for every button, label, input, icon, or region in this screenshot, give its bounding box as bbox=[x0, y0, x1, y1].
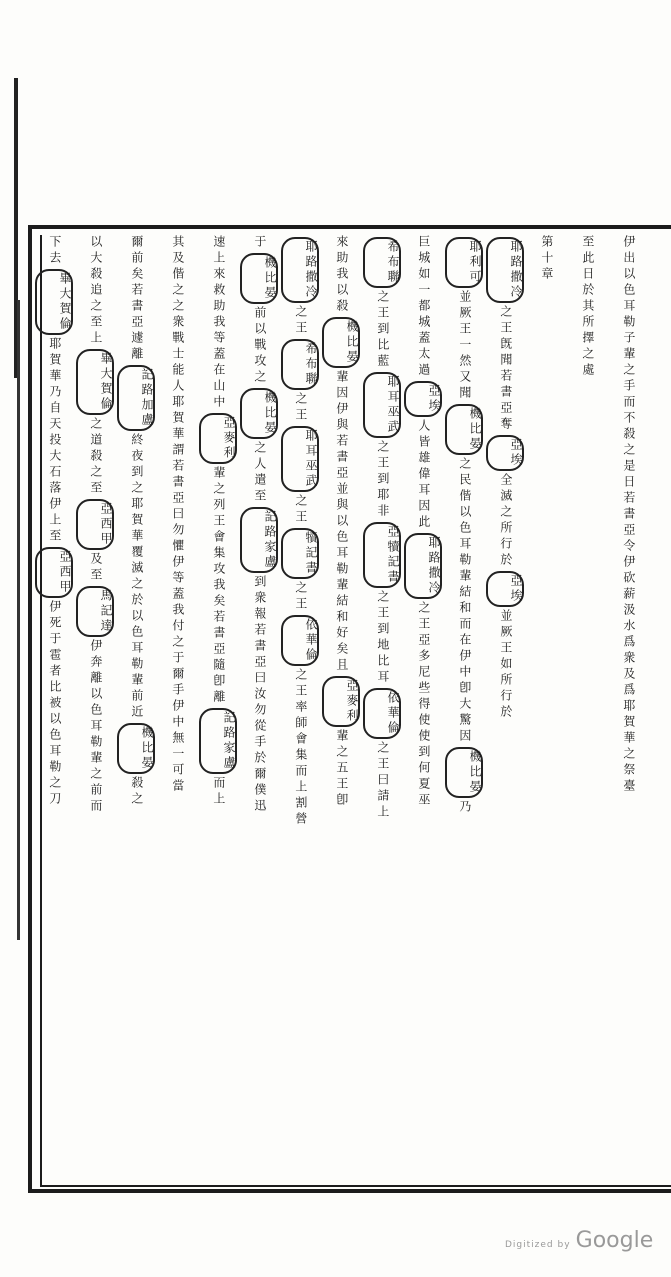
text-column bbox=[239, 235, 279, 1185]
text-run: 爾前矣若書亞遽離 bbox=[129, 235, 144, 363]
proper-name-marker: 亞麥利 bbox=[199, 413, 237, 464]
text-run: 來助我以殺 bbox=[334, 235, 349, 315]
text-run: 以大殺追之至上 bbox=[88, 235, 103, 347]
text-column bbox=[567, 235, 607, 1185]
text-run: 人皆雄偉耳因此 bbox=[416, 419, 431, 531]
proper-name-marker: 機比晏 bbox=[445, 747, 483, 798]
proper-name-marker: 機比晏 bbox=[240, 388, 278, 439]
proper-name-marker: 亞麥利 bbox=[322, 676, 360, 727]
text-run: 輩之列王會集攻我矣若書亞隨卽離 bbox=[211, 466, 226, 706]
proper-name-marker: 耶利可 bbox=[445, 237, 483, 288]
text-run: 之王 bbox=[293, 392, 308, 424]
proper-name-marker: 耶路撒冷 bbox=[404, 533, 442, 599]
chapter-heading-column bbox=[526, 235, 566, 1185]
proper-name-marker: 記路加盧 bbox=[117, 365, 155, 431]
proper-name-marker: 希布聯 bbox=[281, 339, 319, 390]
proper-name-marker: 依華倫 bbox=[281, 615, 319, 666]
text-column bbox=[157, 235, 197, 1185]
text-column bbox=[444, 235, 484, 1185]
text-run: 下去 bbox=[47, 235, 62, 267]
text-run: 輩因伊與若書亞並與以色耳勒輩結和好矣且 bbox=[334, 370, 349, 674]
text-run: 伊出以色耳勒子輩之手而不殺之是日若書亞令伊砍薪汲水爲衆及爲耶賀華之祭臺 bbox=[621, 235, 636, 795]
binding-line bbox=[17, 300, 20, 940]
text-run: 之王 bbox=[293, 581, 308, 613]
text-column bbox=[116, 235, 156, 1185]
text-run: 前以戰攻之 bbox=[252, 306, 267, 386]
text-column bbox=[403, 235, 443, 1185]
text-run: 速上來救助我等蓋在山中 bbox=[211, 235, 226, 411]
text-run: 伊死于雹者比被以色耳勒之刀 bbox=[47, 600, 62, 808]
proper-name-marker: 耶耳巫武 bbox=[363, 372, 401, 438]
text-run: 輩之五王卽 bbox=[334, 729, 349, 809]
text-run: 及至 bbox=[88, 552, 103, 584]
proper-name-marker: 耶路撒冷 bbox=[486, 237, 524, 303]
text-run: 之王到比藍 bbox=[375, 290, 390, 370]
proper-name-marker: 犢記書 bbox=[281, 528, 319, 579]
proper-name-marker: 亞西甲 bbox=[76, 499, 114, 550]
text-run: 殺之 bbox=[129, 776, 144, 808]
text-column bbox=[321, 235, 361, 1185]
text-run: 到衆報若書亞曰汝勿從手於爾僕迅 bbox=[252, 575, 267, 815]
text-run: 至此日於其所擇之處 bbox=[580, 235, 595, 379]
text-run: 之人遣至 bbox=[252, 441, 267, 505]
proper-name-marker: 依華倫 bbox=[363, 688, 401, 739]
proper-name-marker: 記路家盧 bbox=[199, 708, 237, 774]
text-run: 之王到耶非 bbox=[375, 440, 390, 520]
text-run: 之王到地比耳 bbox=[375, 590, 390, 686]
text-run: 耶賀華乃自天投大石落伊上至 bbox=[47, 337, 62, 545]
text-column bbox=[198, 235, 238, 1185]
text-run: 之王曰請上 bbox=[375, 741, 390, 821]
text-run: 全滅之所行於 bbox=[498, 473, 513, 569]
digitized-by-text: Digitized by bbox=[505, 1240, 571, 1250]
text-run: 伊奔離以色耳勒輩之前而 bbox=[88, 639, 103, 815]
text-run: 之王旣聞若書亞奪 bbox=[498, 305, 513, 433]
text-run: 第十章 bbox=[539, 235, 554, 283]
text-run: 之王率師會集而上割營 bbox=[293, 668, 308, 828]
proper-name-marker: 機比晏 bbox=[117, 723, 155, 774]
text-run: 之道殺之至 bbox=[88, 417, 103, 497]
proper-name-marker: 亞埃 bbox=[486, 571, 524, 607]
text-run: 之王 bbox=[293, 305, 308, 337]
proper-name-marker: 亞埃 bbox=[486, 435, 524, 471]
text-run: 巨城如一都城蓋太過 bbox=[416, 235, 431, 379]
proper-name-marker: 馬記達 bbox=[76, 586, 114, 637]
text-run: 之王亞多尼些得使使到何夏巫 bbox=[416, 601, 431, 809]
text-run: 之王 bbox=[293, 494, 308, 526]
proper-name-marker: 機比晏 bbox=[445, 404, 483, 455]
text-run: 乃 bbox=[457, 800, 472, 816]
text-column bbox=[280, 235, 320, 1185]
text-run: 並厥王如所行於 bbox=[498, 609, 513, 721]
proper-name-marker: 耶耳巫武 bbox=[281, 426, 319, 492]
proper-name-marker: 機比晏 bbox=[322, 317, 360, 368]
proper-name-marker: 亞犢記書 bbox=[363, 522, 401, 588]
text-run: 並厥王一然又聞 bbox=[457, 290, 472, 402]
proper-name-marker: 畢大賀倫 bbox=[76, 349, 114, 415]
text-column bbox=[34, 235, 74, 1185]
text-column bbox=[362, 235, 402, 1185]
proper-name-marker: 亞西甲 bbox=[35, 547, 73, 598]
proper-name-marker: 記路家盧 bbox=[240, 507, 278, 573]
text-run: 終夜到之耶賀華覆滅之於以色耳勒輩前近 bbox=[129, 433, 144, 721]
proper-name-marker: 耶路撒冷 bbox=[281, 237, 319, 303]
proper-name-marker: 畢大賀倫 bbox=[35, 269, 73, 335]
text-column bbox=[485, 235, 525, 1185]
proper-name-marker: 亞埃 bbox=[404, 381, 442, 417]
proper-name-marker: 希布聯 bbox=[363, 237, 401, 288]
text-column bbox=[75, 235, 115, 1185]
text-run: 而上 bbox=[211, 776, 226, 808]
text-column bbox=[608, 235, 648, 1185]
text-run: 之民偕以色耳勒輩結和而在伊中卽大驚因 bbox=[457, 457, 472, 745]
text-run: 其及偕之之衆戰士能人耶賀華謂若書亞曰勿懼伊等蓋我付之于爾手伊中無一可當 bbox=[170, 235, 185, 795]
text-run: 于 bbox=[252, 235, 267, 251]
google-logo-text: Google bbox=[575, 1228, 654, 1253]
proper-name-marker: 機比晏 bbox=[240, 253, 278, 304]
digitized-watermark bbox=[505, 1228, 653, 1253]
